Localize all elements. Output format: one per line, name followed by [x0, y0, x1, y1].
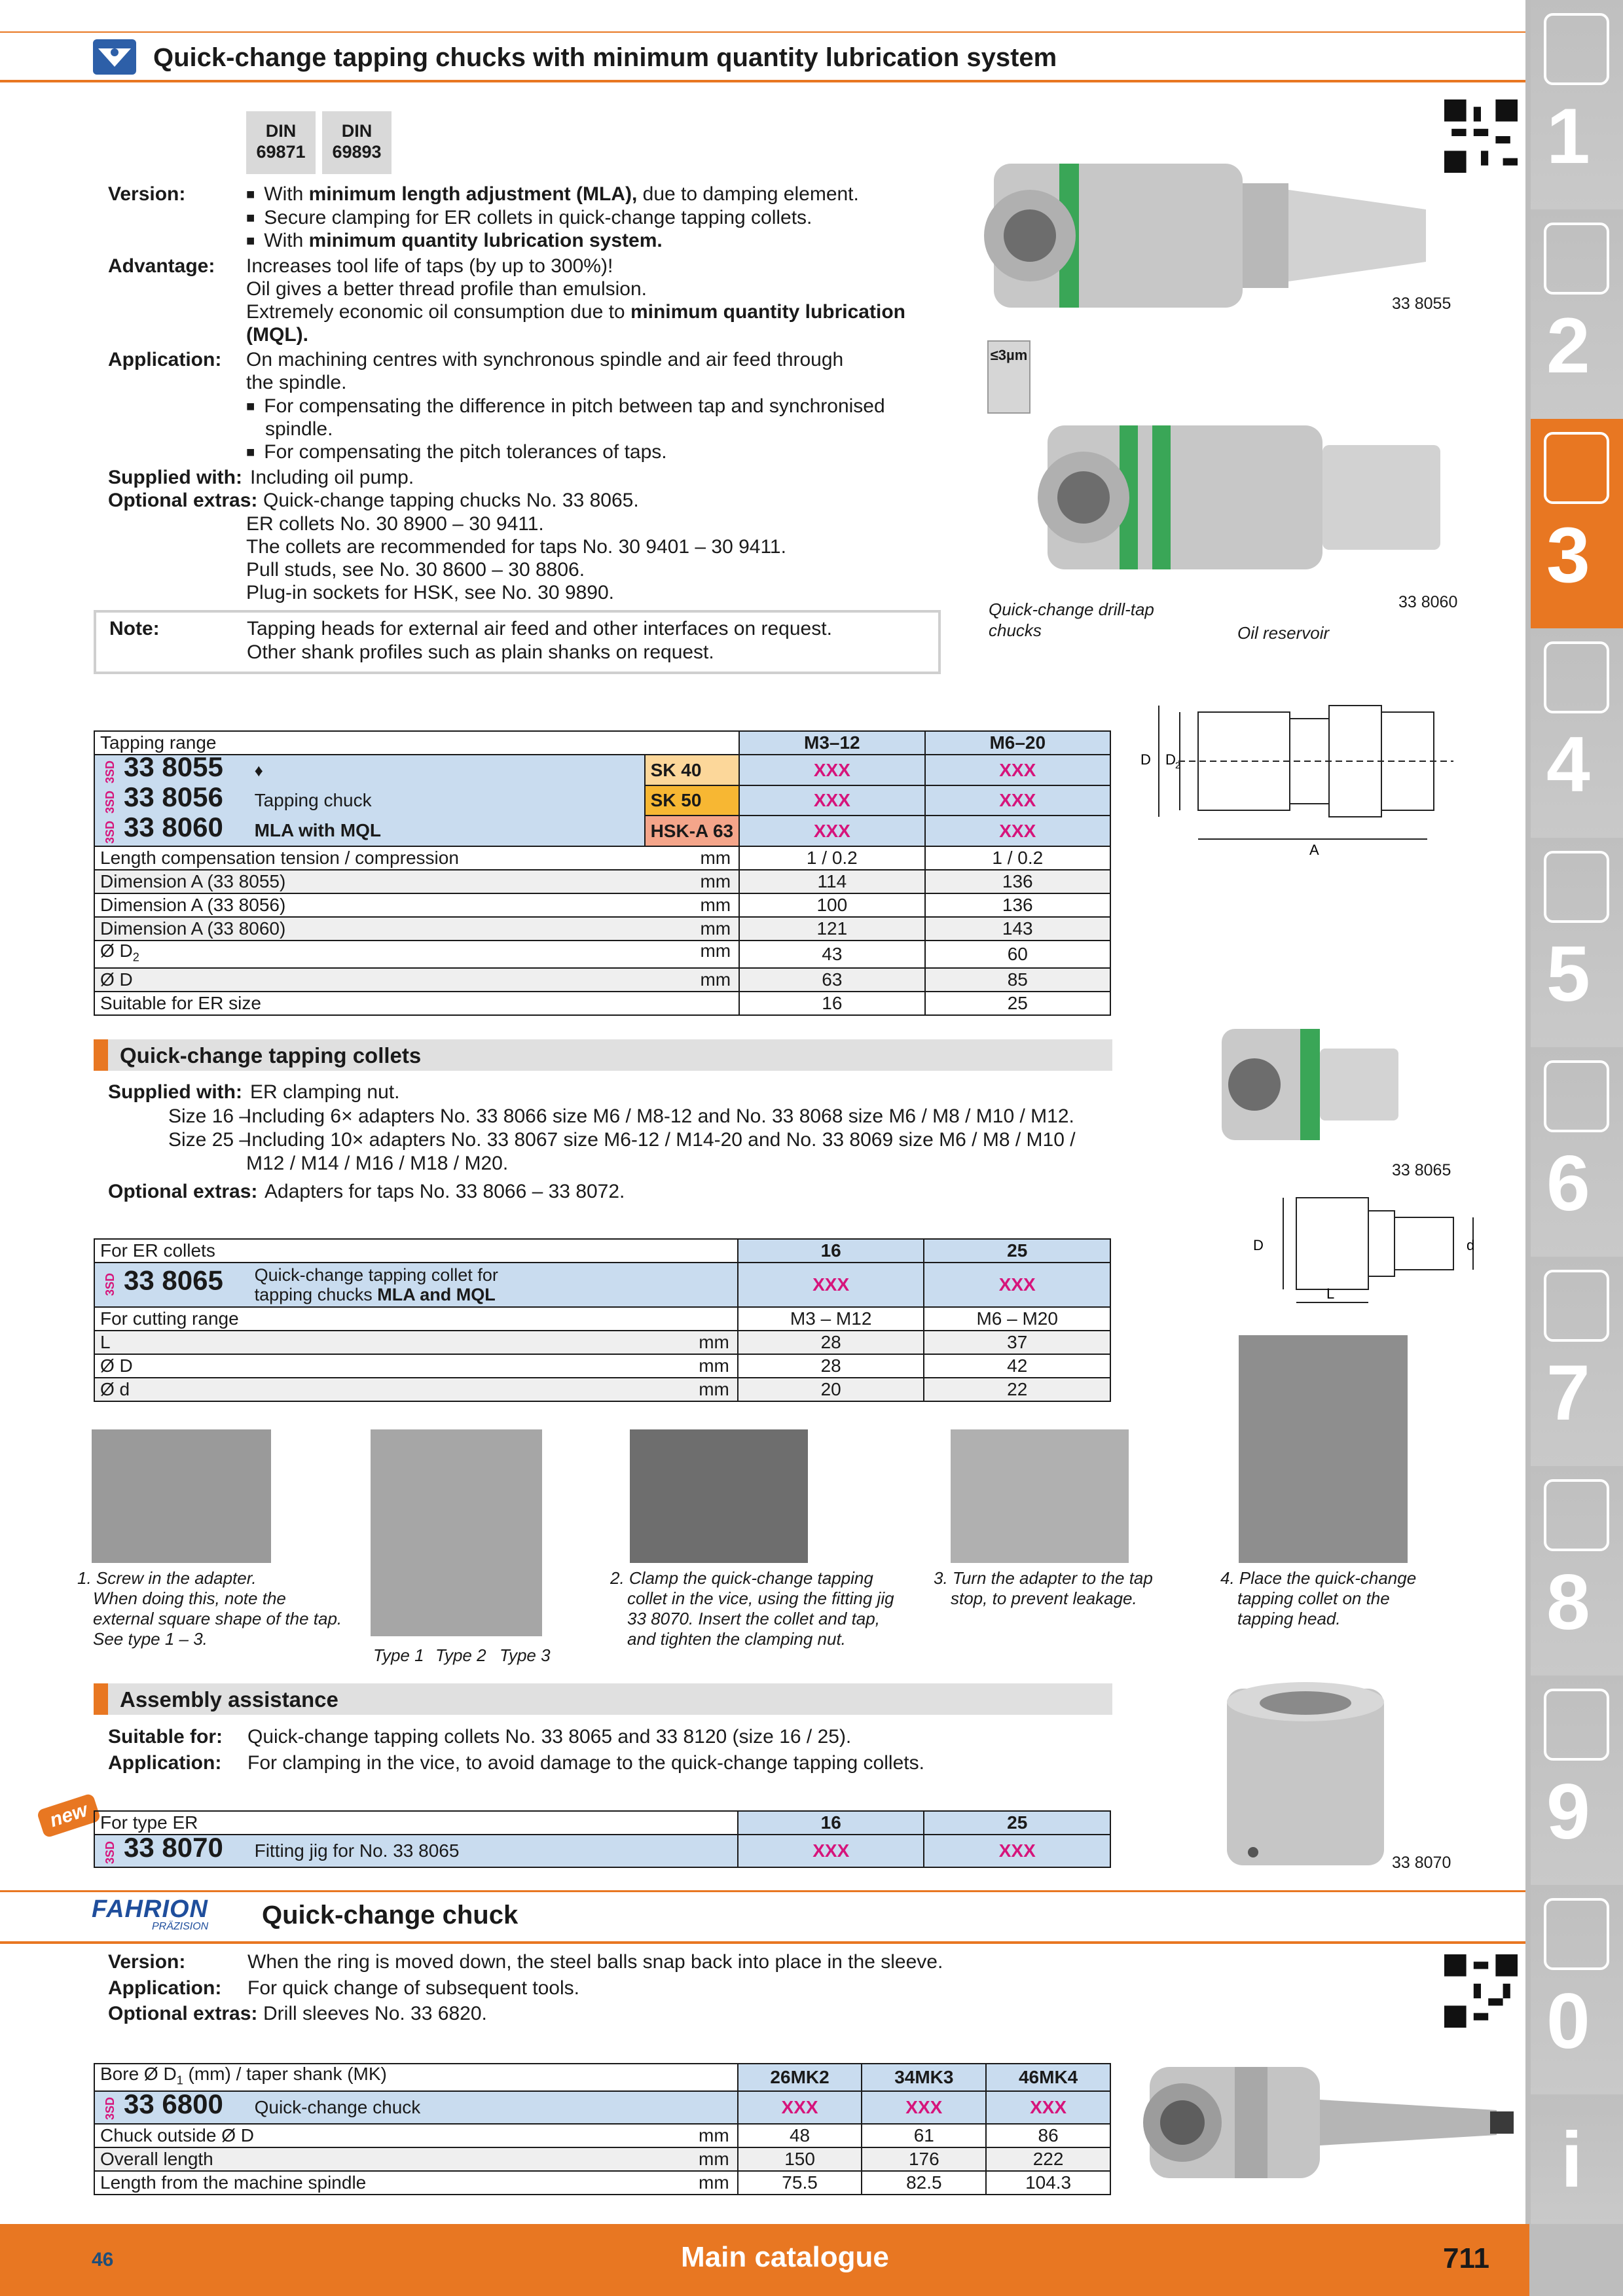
suitable-text: Quick-change tapping collets No. 33 8065 and 33 8120 (size 16 / 25).: [247, 1726, 852, 1748]
din-number: 69893: [332, 142, 382, 162]
caption-oil-reservoir: Oil reservoir: [1237, 623, 1330, 643]
row-value: 42: [924, 1354, 1110, 1378]
table-row: [94, 1378, 1110, 1401]
table-row: [94, 1307, 1110, 1331]
row-value: M6 – M20: [924, 1307, 1110, 1331]
price-cell: XXX: [739, 755, 924, 785]
page-title: Quick-change tapping chucks with minimum quantity lubrication system: [153, 43, 1057, 72]
row-value: 61: [862, 2124, 986, 2147]
chuck-optional-label: Optional extras:: [108, 2003, 258, 2024]
application-line-4: spindle.: [265, 418, 333, 440]
product-cell: [94, 781, 645, 816]
optional-line-1: Quick-change tapping chucks No. 33 8065.: [263, 490, 639, 511]
section-title-quick-change-chuck: Quick-change chuck: [262, 1901, 519, 1929]
tolerance-badge: [987, 340, 1030, 414]
table-head-label: Tapping range: [94, 731, 739, 755]
col-m3-12: M3–12: [739, 731, 924, 755]
wrench-icon: [1544, 1060, 1609, 1132]
product-cell: [94, 812, 645, 846]
col-25: 25: [924, 1239, 1110, 1263]
size25-label: Size 25 –: [168, 1129, 251, 1151]
article-number: 33 8060: [124, 812, 223, 843]
chapter-number: i: [1561, 2116, 1583, 2204]
row-label: For cutting range: [94, 1307, 738, 1331]
row-value: M3 – M12: [738, 1307, 924, 1331]
product-row-336800: [94, 2091, 1110, 2124]
table-head-label: Bore Ø $D_1$ (mm) / taper shank (MK): [94, 2064, 738, 2091]
row-value: 104.3: [986, 2171, 1110, 2195]
row-value: 48: [738, 2124, 862, 2147]
advantage-line-2: Oil gives a better thread profile than emulsion.: [246, 278, 647, 300]
chuck-optional-text: Drill sleeves No. 33 6820.: [263, 2003, 487, 2024]
price-cell: XXX: [925, 755, 1110, 785]
collets-optional-label: Optional extras:: [108, 1181, 258, 1202]
table-row: [94, 893, 1110, 917]
table-head-label: For ER collets: [94, 1239, 738, 1263]
product-row-338060: [94, 816, 1110, 846]
insert-icon: [1544, 223, 1609, 295]
table-header-row: [94, 1811, 1110, 1835]
dim-d2-sub: 2: [1175, 760, 1180, 770]
step2-caption: 2. Clamp the quick-change tapping collet in the vice, using the fitting jig 33 8070. Insert the collet and tap, and tighten the clamping nut.: [610, 1568, 894, 1649]
row-value: 28: [738, 1354, 924, 1378]
chapter-tab-3[interactable]: [1531, 419, 1623, 628]
type3-caption: Type 3: [500, 1645, 551, 1665]
collets-supplied-label: Supplied with:: [108, 1081, 242, 1103]
row-value: 20: [738, 1378, 924, 1401]
art-no-338065: 33 8065: [1392, 1161, 1451, 1179]
price-cell: XXX: [862, 2091, 986, 2124]
supplied-text: Including oil pump.: [250, 467, 414, 488]
size25-text-2: M12 / M14 / M16 / M18 / M20.: [246, 1153, 509, 1174]
dim-a-label: A: [1309, 842, 1319, 856]
table-row: [94, 941, 1110, 968]
chapter-number: 6: [1546, 1139, 1590, 1227]
size16-text: Including 6× adapters No. 33 8066 size M6 / M8-12 and No. 33 8068 size M6 / M8 / M10 / M12.: [246, 1105, 1074, 1127]
price-cell: XXX: [738, 1835, 924, 1867]
chuck-version-text: When the ring is moved down, the steel balls snap back into place in the sleeve.: [247, 1951, 943, 1973]
row-label: Dimension A (33 8056) mm: [94, 893, 739, 917]
section-header-assembly: [94, 1683, 1112, 1715]
row-label: Suitable for ER size: [94, 992, 739, 1015]
product-row-338070: [94, 1835, 1110, 1867]
row-value: 63: [739, 968, 924, 992]
chapter-tab-9[interactable]: [1531, 1676, 1623, 1885]
row-value: 85: [925, 968, 1110, 992]
row-value: 82.5: [862, 2171, 986, 2195]
page-number-left: 46: [92, 2249, 114, 2270]
table-row: [94, 968, 1110, 992]
din-label: DIN: [265, 121, 297, 141]
step2-photo: [630, 1429, 808, 1563]
chapter-number: 0: [1546, 1977, 1590, 2065]
step3-photo: [951, 1429, 1129, 1563]
price-cell: XXX: [986, 2091, 1110, 2124]
chuck-application-label: Application:: [108, 1977, 222, 1999]
chuck-sk-image: [968, 137, 1439, 334]
section-title: Assembly assistance: [120, 1687, 338, 1712]
diamond-icon: ♦: [254, 761, 263, 781]
optional-label: Optional extras:: [108, 490, 258, 511]
price-cell: XXX: [739, 785, 924, 816]
collets-optional-text: Adapters for taps No. 33 8066 – 33 8072.: [264, 1181, 625, 1202]
dim-d-label: D: [1140, 751, 1151, 768]
row-value: 86: [986, 2124, 1110, 2147]
assembly-application-text: For clamping in the vice, to avoid damage to the quick-change tapping collets.: [247, 1752, 924, 1774]
row-label: Chuck outside Ø D mm: [94, 2124, 738, 2147]
application-line-3: ■ For compensating the difference in pitch between tap and synchronised: [246, 395, 885, 418]
page-number-right: 711: [1443, 2242, 1489, 2274]
chapter-tab-1[interactable]: [1531, 0, 1623, 209]
chapter-number: 3: [1546, 511, 1590, 599]
size25-text-1: Including 10× adapters No. 33 8067 size M6-12 / M14-20 and No. 33 8069 size M6 / M8 / M10 /: [246, 1129, 1076, 1151]
application-line-2: the spindle.: [246, 372, 347, 393]
step1-photo: [92, 1429, 271, 1563]
stock-tag: 3SD: [103, 2097, 117, 2121]
table-header-row: [94, 2064, 1110, 2091]
note-label: Note:: [109, 618, 160, 639]
product-description: Quick-change chuck: [254, 2097, 421, 2118]
price-cell: XXX: [739, 816, 924, 846]
chapter-tab-8[interactable]: [1531, 1466, 1623, 1676]
din-badge-69893: [322, 111, 392, 174]
product-cell: [94, 1263, 738, 1307]
chapter-number: 9: [1546, 1768, 1590, 1856]
col-34mk3: 34MK3: [862, 2064, 986, 2091]
table-row: [94, 2124, 1110, 2147]
note-line-2: Other shank profiles such as plain shanks on request.: [247, 641, 714, 663]
col-16: 16: [738, 1239, 924, 1263]
fahrion-logo: FAHRION PRÄZISION: [92, 1895, 209, 1932]
art-no-338070: 33 8070: [1392, 1854, 1451, 1872]
table-header-row: [94, 731, 1110, 755]
row-value: 22: [924, 1378, 1110, 1401]
qr-code: [1444, 1954, 1518, 2028]
version-line-2: ■ Secure clamping for ER collets in quick-change tapping collets.: [246, 206, 812, 230]
row-value: 75.5: [738, 2171, 862, 2195]
din-number: 69871: [256, 142, 306, 162]
application-line-5: ■ For compensating the pitch tolerances of taps.: [246, 440, 667, 464]
assembly-application-label: Application:: [108, 1752, 222, 1774]
chapter-number: 8: [1546, 1558, 1590, 1646]
collet-table: [94, 1238, 1111, 1402]
table-row: [94, 2171, 1110, 2195]
stock-tag: 3SD: [103, 1273, 117, 1297]
collet-technical-drawing: [1244, 1191, 1486, 1309]
chapter-tab-2[interactable]: [1531, 209, 1623, 419]
version-line-3: ■ With minimum quantity lubrication system.: [246, 229, 663, 253]
row-value: 150: [738, 2147, 862, 2171]
price-cell: XXX: [924, 1835, 1110, 1867]
product-description-1: Tapping chuck: [254, 790, 372, 811]
row-label: Dimension A (33 8060) mm: [94, 917, 739, 941]
col-25: 25: [924, 1811, 1110, 1835]
section-header-collets: [94, 1039, 1112, 1071]
table-row: [94, 870, 1110, 893]
price-cell: XXX: [738, 1263, 924, 1307]
row-value: 136: [925, 893, 1110, 917]
row-value: 25: [925, 992, 1110, 1015]
row-value: 100: [739, 893, 924, 917]
caliper-icon: [1544, 641, 1609, 713]
tool-case-icon: [1544, 1479, 1609, 1551]
safety-gear-icon: [1544, 1898, 1609, 1970]
type2-caption: Type 2: [435, 1645, 486, 1665]
chapter-tab-0[interactable]: [1531, 1885, 1623, 2094]
caption-drill-tap-2: chucks: [989, 620, 1042, 640]
chapter-tab-7[interactable]: [1531, 1257, 1623, 1466]
header2-rule: [0, 1941, 1525, 1944]
row-value: 136: [925, 870, 1110, 893]
optional-line-3: The collets are recommended for taps No. 30 9401 – 30 9411.: [246, 536, 786, 558]
qr-code: [1444, 99, 1518, 173]
advantage-line-3: Extremely economic oil consumption due to minimum quantity lubrication: [246, 301, 905, 323]
article-number: 33 8055: [124, 751, 223, 783]
row-value: 114: [739, 870, 924, 893]
product-cell: [94, 751, 645, 785]
table-head-label: For type ER: [94, 1811, 738, 1835]
chapter-tab-info[interactable]: [1531, 2094, 1623, 2224]
row-value: 28: [738, 1331, 924, 1354]
table-row: [94, 1331, 1110, 1354]
section-accent-bar: [94, 1039, 108, 1071]
dim-d2-label: D: [1165, 751, 1176, 768]
size16-label: Size 16 –: [168, 1105, 251, 1127]
chapter-number: 2: [1546, 302, 1590, 389]
chapter-number: 7: [1546, 1349, 1590, 1437]
product-row-338065: [94, 1263, 1110, 1307]
table-row: [94, 992, 1110, 1015]
art-no-338060: 33 8060: [1398, 593, 1458, 611]
header2-rule-top: [0, 1890, 1525, 1892]
step-types-photo: [371, 1429, 542, 1636]
note-line-1: Tapping heads for external air feed and other interfaces on request.: [247, 618, 832, 639]
article-number: 33 8070: [124, 1832, 223, 1863]
product-description-2: MLA with MQL: [254, 820, 381, 841]
din-label: DIN: [341, 121, 373, 141]
stock-tag: 3SD: [103, 790, 117, 814]
advantage-line-1: Increases tool life of taps (by up to 300%)!: [246, 255, 613, 277]
article-number: 33 6800: [124, 2089, 223, 2120]
row-label: Length compensation tension / compression mm: [94, 846, 739, 870]
advantage-label: Advantage:: [108, 255, 215, 277]
fitting-jig-image: [1220, 1676, 1391, 1878]
row-value: 176: [862, 2147, 986, 2171]
version-line-1: ■ With minimum length adjustment (MLA), due to damping element.: [246, 183, 859, 206]
caption-drill-tap-1: Quick-change drill-tap: [989, 600, 1154, 619]
article-number: 33 8065: [124, 1265, 223, 1296]
step1-caption: 1. Screw in the adapter. When doing this, note the external square shape of the tap. See type 1 – 3.: [77, 1568, 342, 1649]
chuck-version-label: Version:: [108, 1951, 186, 1973]
article-number: 33 8056: [124, 781, 223, 813]
application-line-1: On machining centres with synchronous spindle and air feed through: [246, 349, 844, 370]
collet-image: [1215, 1016, 1405, 1153]
shank-sk50: SK 50: [645, 785, 740, 816]
table-row: [94, 2147, 1110, 2171]
product-description: Quick-change tapping collet for tapping chucks MLA and MQL: [254, 1265, 498, 1304]
chuck-hsk-image: [1021, 406, 1467, 589]
row-value: 60: [925, 941, 1110, 968]
chapter-number: 4: [1546, 721, 1590, 808]
chapter-tab-4[interactable]: [1531, 628, 1623, 838]
section-accent-bar: [94, 1683, 108, 1715]
quick-change-chuck-table: [94, 2063, 1111, 2195]
application-label: Application:: [108, 349, 222, 370]
optional-line-4: Pull studs, see No. 30 8600 – 30 8806.: [246, 559, 585, 581]
collets-supplied-text: ER clamping nut.: [250, 1081, 400, 1103]
pliers-icon: [1544, 1270, 1609, 1342]
product-description: Fitting jig for No. 33 8065: [254, 1840, 460, 1861]
din-badge-69871: [246, 111, 316, 174]
suitable-label: Suitable for:: [108, 1726, 223, 1748]
new-badge: new: [36, 1793, 101, 1839]
row-value: 222: [986, 2147, 1110, 2171]
section-title: Quick-change tapping collets: [120, 1043, 422, 1067]
price-cell: XXX: [924, 1263, 1110, 1307]
header-rule-top: [0, 31, 1525, 33]
tapping-chuck-table: [94, 730, 1111, 1016]
col-26mk2: 26MK2: [738, 2064, 862, 2091]
price-cell: XXX: [925, 816, 1110, 846]
row-label: Ø d mm: [94, 1378, 738, 1401]
table-row: [94, 1354, 1110, 1378]
cabinet-icon: [1544, 1689, 1609, 1761]
optional-line-5: Plug-in sockets for HSK, see No. 30 9890.: [246, 582, 614, 603]
dim-small-d-label: d: [1467, 1237, 1475, 1253]
shank-hsk-a63: HSK-A 63: [645, 816, 740, 846]
tap-icon: [1544, 432, 1609, 504]
optional-line-2: ER collets No. 30 8900 – 30 9411.: [246, 513, 544, 535]
row-label: L mm: [94, 1331, 738, 1354]
col-46mk4: 46MK4: [986, 2064, 1110, 2091]
chapter-tab-6[interactable]: [1531, 1047, 1623, 1257]
row-value: 143: [925, 917, 1110, 941]
step3-caption: 3. Turn the adapter to the tap stop, to prevent leakage.: [934, 1568, 1153, 1608]
saw-blade-icon: [1544, 851, 1609, 923]
product-cell: [94, 2091, 738, 2124]
note-box: [94, 610, 941, 674]
row-value: 1 / 0.2: [739, 846, 924, 870]
row-label: Ø D mm: [94, 1354, 738, 1378]
footer-title: Main catalogue: [681, 2241, 889, 2273]
shank-sk40: SK 40: [645, 755, 740, 785]
chuck-technical-drawing: [1139, 699, 1467, 856]
brand-logo: [92, 37, 137, 77]
row-label: Ø $D_2$ mm: [94, 941, 739, 968]
price-cell: XXX: [925, 785, 1110, 816]
chuck-application-text: For quick change of subsequent tools.: [247, 1977, 579, 1999]
stock-tag: 3SD: [103, 1840, 117, 1864]
version-label: Version:: [108, 183, 186, 205]
product-row-338055: [94, 755, 1110, 785]
stock-tag: 3SD: [103, 820, 117, 844]
product-row-338056: [94, 785, 1110, 816]
type1-caption: Type 1: [373, 1645, 424, 1665]
row-value: 121: [739, 917, 924, 941]
table-row: [94, 846, 1110, 870]
page-footer: [0, 2224, 1529, 2296]
stock-tag: 3SD: [103, 760, 117, 783]
dim-d-label: D: [1253, 1237, 1264, 1253]
row-label: Ø D mm: [94, 968, 739, 992]
row-value: 43: [739, 941, 924, 968]
row-value: 37: [924, 1331, 1110, 1354]
chapter-tab-5[interactable]: [1531, 838, 1623, 1047]
chapter-number: 1: [1546, 92, 1590, 180]
quick-change-chuck-image: [1137, 2054, 1529, 2191]
row-label: Overall length mm: [94, 2147, 738, 2171]
col-m6-20: M6–20: [925, 731, 1110, 755]
step4-caption: 4. Place the quick-change tapping collet on the tapping head.: [1220, 1568, 1417, 1628]
drill-icon: [1544, 13, 1609, 85]
product-cell: [94, 1832, 738, 1867]
col-16: 16: [738, 1811, 924, 1835]
row-value: 16: [739, 992, 924, 1015]
chapter-number: 5: [1546, 930, 1590, 1018]
header-rule: [0, 80, 1525, 82]
row-label: Dimension A (33 8055) mm: [94, 870, 739, 893]
table-header-row: [94, 1239, 1110, 1263]
tolerance-label: ≤3µm: [990, 347, 1028, 363]
row-value: 1 / 0.2: [925, 846, 1110, 870]
supplied-label: Supplied with:: [108, 467, 242, 488]
advantage-line-4: (MQL).: [246, 324, 308, 346]
row-label: Length from the machine spindle mm: [94, 2171, 738, 2195]
art-no-338055: 33 8055: [1392, 295, 1451, 313]
table-row: [94, 917, 1110, 941]
fitting-jig-table: [94, 1810, 1111, 1868]
step4-photo: [1239, 1335, 1408, 1563]
dim-l-label: L: [1326, 1285, 1335, 1302]
price-cell: XXX: [738, 2091, 862, 2124]
